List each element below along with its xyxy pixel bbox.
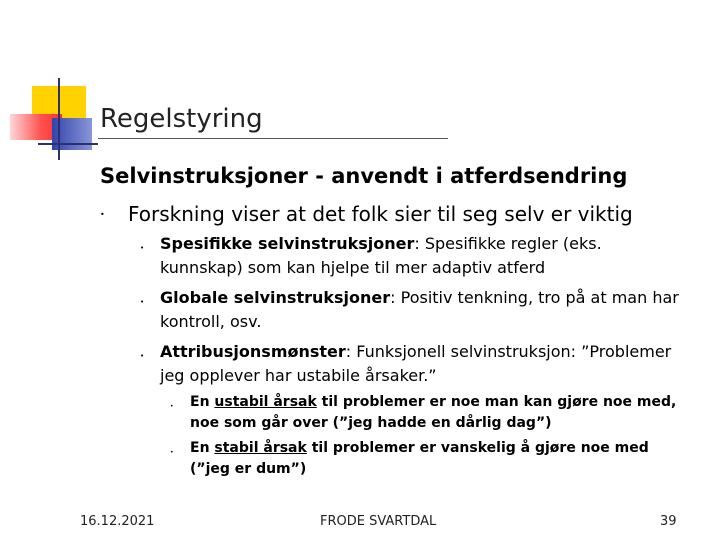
footer-page-number: 39 [660, 514, 677, 529]
bullet-term: Attribusjonsmønster [160, 342, 346, 361]
underlined-term: stabil årsak [214, 440, 307, 456]
slide-heading: Selvinstruksjoner - anvendt i atferdsendring [100, 164, 628, 188]
bullet-text: : Funksjonell selvinstruksjon: ”Problemer jeg opplever har ustabile årsaker.” [160, 342, 672, 385]
underlined-term: ustabil årsak [214, 394, 317, 410]
bullet-level1-text: Forskning viser at det folk sier til seg selv er viktig [128, 202, 633, 226]
bullet-icon: • [140, 298, 145, 306]
footer-date: 16.12.2021 [80, 514, 155, 529]
bullet-icon: • [170, 449, 174, 456]
bullet-text: : Spesifikke regler (eks. kunnskap) som kan hjelpe til mer adaptiv atferd [160, 234, 602, 277]
logo-horizontal-line [38, 143, 98, 145]
bullet-term: Spesifikke selvinstruksjoner [160, 234, 415, 253]
footer-author: FRODE SVARTDAL [320, 514, 437, 529]
slide-title: Regelstyring [100, 104, 263, 134]
bullet-text: : Positiv tenkning, tro på at man har kontroll, osv. [160, 288, 679, 331]
title-underline [98, 138, 448, 139]
logo-vertical-line [58, 78, 60, 160]
bullet-icon: • [100, 210, 105, 219]
bullet-icon: • [140, 352, 145, 360]
bullet-term: Globale selvinstruksjoner [160, 288, 391, 307]
bullet-icon: • [140, 244, 145, 252]
bullet-icon: • [170, 403, 174, 410]
